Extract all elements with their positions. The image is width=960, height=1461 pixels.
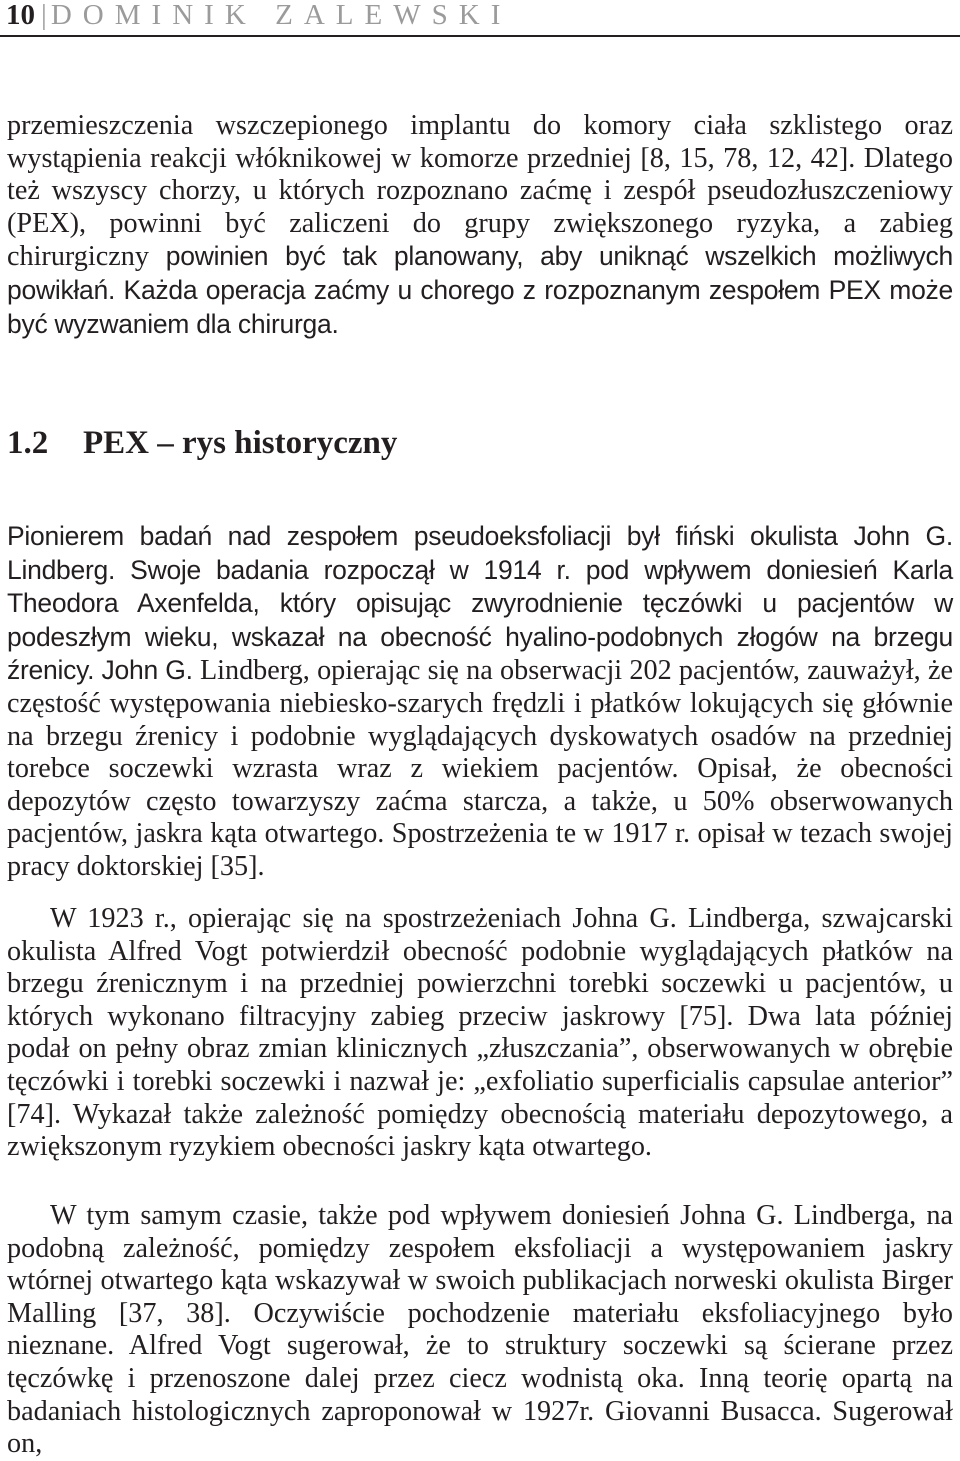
running-head-separator: | (41, 0, 47, 31)
paragraph-4: W tym samym czasie, także pod wpływem doniesień Johna G. Lindberga, na podobną zależność, pomiędzy zespołem eksfoliacji a występowaniem jaskry wtórnej otwartego kąta wskazywał w swoich publikacjach norweski okulista Birger Malling [37, 38]. Oczywiście pochodzenie materiału eksfoliacyjnego było nieznane. Alfred Vogt sugerował, że to struktury soczewki są ścierane przez tęczówkę i przenoszone dalej przez ciecz wodnistą oka. Inną teorię opartą na badaniach histologicznych zaproponował w 1927r. Giovanni Busacca. Sugerował on, (7, 1200, 953, 1460)
running-head-author: DOMINIK ZALEWSKI (50, 0, 512, 31)
paragraph-3: W 1923 r., opierając się na spostrzeżeniach Johna G. Lindberga, szwajcarski okulista Alfred Vogt potwierdził obecność podobnie wyglądających płatków na brzegu źrenicznym i na przedniej powierzchni torebki soczewki u pacjentów, u których wykonano filtracyjny zabieg przeciw jaskrowy [75]. Dwa lata później podał on pełny obraz zmian klinicznych „złuszczania”, obserwowanych w obrębie tęczówki i torebki soczewki i nazwał je: „exfoliatio superficialis capsulae anterior” [74]. Wykazał także zależność pomiędzy obecnością materiału depozytowego, a zwiększonym ryzykiem obecności jaskry kąta otwartego. (7, 903, 953, 1163)
paragraph-2 (7, 520, 953, 884)
paragraph-1-serif-text: przemieszczenia wszczepionego implantu do komory ciała szklistego oraz wystąpienia reakcji włóknikowej w komorze przedniej [8, 15, 78, 12, 42]. Dlatego też wszyscy chorzy, u których rozpoznano zaćmę i zespół pseudozłuszczeniowy (PEX), powinni być zaliczeni do grupy zwiększonego ryzyka, a zabieg chirurgiczny (7, 110, 953, 273)
paragraph-2-sans-text: Pionierem badań nad zespołem pseudoeksfoliacji był fiński okulista John G. Lindberg. Swoje badania rozpoczął w 1914 r. pod wpływem doniesień Karla Theodora Axenfelda, który opisując zwyrodnienie tęczówki u pacjentów w podeszłym wieku, wskazał na obecność hyalino-podobnych złogów na brzegu źrenicy. John G. (7, 521, 953, 686)
section-heading (7, 424, 397, 462)
section-title: PEX – rys historyczny (83, 425, 398, 461)
paragraph-1 (7, 110, 953, 341)
paragraph-1-sans-text: powinien być tak planowany, aby uniknąć wszelkich możliwych powikłań. Każda operacja zaćmy u chorego z rozpoznanym zespołem PEX może być wyzwaniem dla chirurga. (7, 241, 953, 339)
page-number: 10 (6, 0, 35, 31)
running-head (6, 0, 511, 30)
paragraph-2-serif-text: Lindberg, opierając się na obserwacji 202 pacjentów, zauważył, że częstość występowania niebiesko-szarych frędzli i płatków lokujących się głównie na brzegu źrenicy i podobnie wyglądających dyskowatych osadów na przedniej torebce soczewki wzrasta wraz z wiekiem pacjentów. Opisał, że obecności depozytów często towarzyszy zaćma starcza, a także, u 50% obserwowanych pacjentów, jaskra kąta otwartego. Spostrzeżenia te w 1917 r. opisał w tezach swojej pracy doktorskiej [35]. (7, 655, 953, 882)
header-rule (0, 35, 960, 37)
section-number: 1.2 (7, 425, 49, 461)
